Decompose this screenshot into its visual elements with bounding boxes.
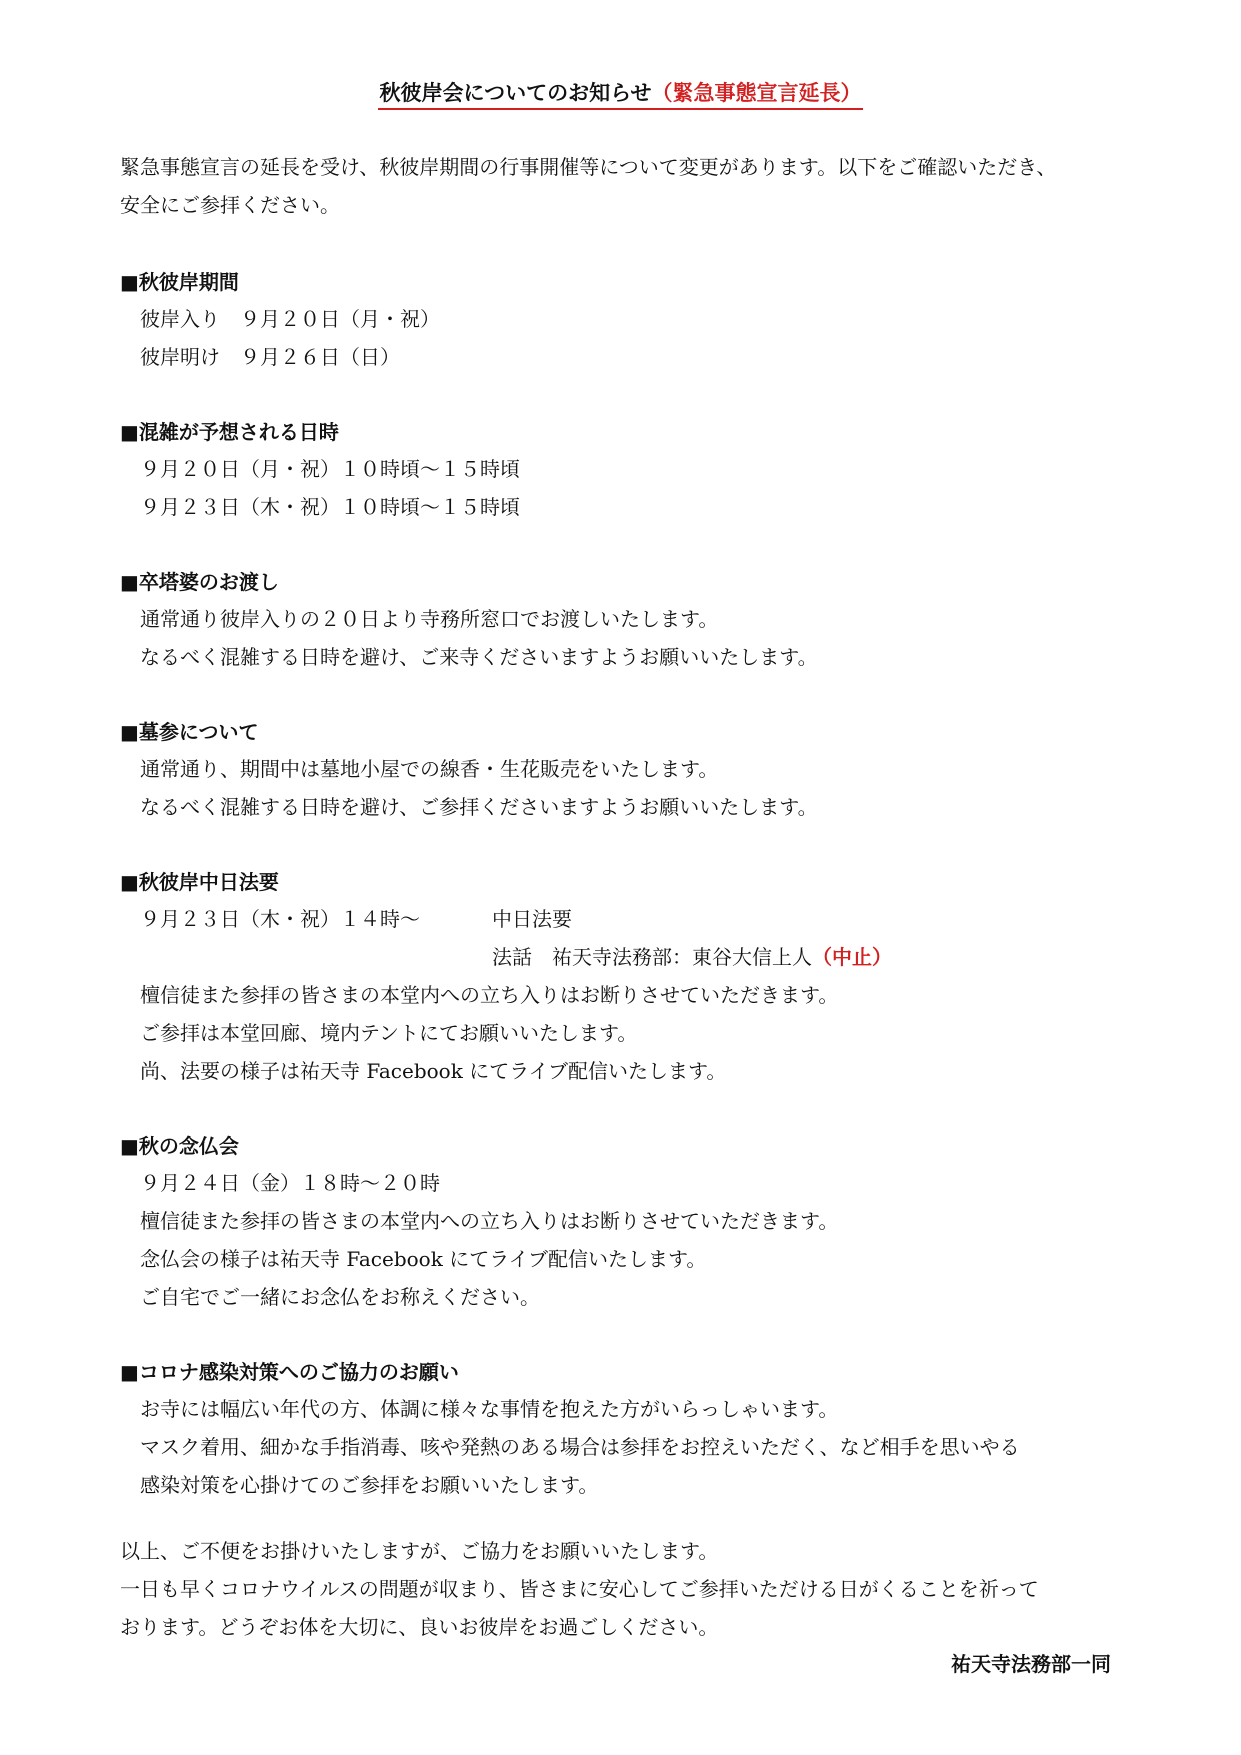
section-heading-corona: ■コロナ感染対策へのご協力のお願い xyxy=(120,1360,459,1384)
intro-line: 緊急事態宣言の延長を受け、秋彼岸期間の行事開催等について変更があります。以下をご確認いただき、 xyxy=(120,155,1057,179)
bosan-line: なるべく混雑する日時を避け、ご参拝くださいますようお願いいたします。 xyxy=(140,795,818,819)
section-heading-bosan: ■墓参について xyxy=(120,720,259,744)
chunichi-line: 尚、法要の様子は祐天寺 Facebook にてライブ配信いたします。 xyxy=(140,1059,727,1083)
closing-line: おります。どうぞお体を大切に、良いお彼岸をお過ごしください。 xyxy=(120,1615,719,1639)
chunichi-sermon xyxy=(492,943,892,971)
section-heading-period: ■秋彼岸期間 xyxy=(120,270,239,294)
section-heading-nenbutsu: ■秋の念仏会 xyxy=(120,1134,239,1158)
sotoba-line: なるべく混雑する日時を避け、ご来寺くださいますようお願いいたします。 xyxy=(140,645,818,669)
page-title xyxy=(0,79,1241,110)
closing-line: 以上、ご不便をお掛けいたしますが、ご協力をお願いいたします。 xyxy=(120,1539,719,1563)
section-heading-sotoba: ■卒塔婆のお渡し xyxy=(120,570,279,594)
section-heading-crowd: ■混雑が予想される日時 xyxy=(120,420,339,444)
corona-line: マスク着用、細かな手指消毒、咳や発熱のある場合は参拝をお控えいただく、など相手を思いやる xyxy=(140,1435,1020,1459)
bosan-line: 通常通り、期間中は墓地小屋での線香・生花販売をいたします。 xyxy=(140,757,719,781)
nenbutsu-line: 念仏会の様子は祐天寺 Facebook にてライブ配信いたします。 xyxy=(140,1247,707,1271)
period-line: 彼岸入り ９月２０日（月・祝） xyxy=(140,307,440,331)
nenbutsu-line: ９月２４日（金）１８時～２０時 xyxy=(140,1171,440,1195)
crowd-line: ９月２０日（月・祝）１０時頃～１５時頃 xyxy=(140,457,520,481)
intro-line: 安全にご参拝ください。 xyxy=(120,193,340,217)
title-underline xyxy=(378,79,864,110)
corona-line: お寺には幅広い年代の方、体調に様々な事情を抱えた方がいらっしゃいます。 xyxy=(140,1397,839,1421)
chunichi-event: 中日法要 xyxy=(492,907,572,931)
title-main: 秋彼岸会についてのお知らせ xyxy=(379,81,652,105)
nenbutsu-line: 檀信徒また参拝の皆さまの本堂内への立ち入りはお断りさせていただきます。 xyxy=(140,1209,839,1233)
nenbutsu-line: ご自宅でご一緒にお念仏をお称えください。 xyxy=(140,1285,540,1309)
sotoba-line: 通常通り彼岸入りの２０日より寺務所窓口でお渡しいたします。 xyxy=(140,607,719,631)
chunichi-line: 檀信徒また参拝の皆さまの本堂内への立ち入りはお断りさせていただきます。 xyxy=(140,983,839,1007)
period-line: 彼岸明け ９月２６日（日） xyxy=(140,345,400,369)
sermon-cancel-note: （中止） xyxy=(812,945,892,969)
sermon-text: 法話 祐天寺法務部：東谷大信上人 xyxy=(492,945,812,969)
corona-line: 感染対策を心掛けてのご参拝をお願いいたします。 xyxy=(140,1473,599,1497)
closing-line: 一日も早くコロナウイルスの問題が収まり、皆さまに安心してご参拝いただける日がくることを祈って xyxy=(120,1577,1039,1601)
crowd-line: ９月２３日（木・祝）１０時頃～１５時頃 xyxy=(140,495,520,519)
signature: 祐天寺法務部一同 xyxy=(951,1652,1111,1676)
section-heading-chunichi: ■秋彼岸中日法要 xyxy=(120,870,279,894)
title-note: （緊急事態宣言延長） xyxy=(651,81,862,105)
chunichi-date: ９月２３日（木・祝）１４時～ xyxy=(140,907,420,931)
chunichi-line: ご参拝は本堂回廊、境内テントにてお願いいたします。 xyxy=(140,1021,638,1045)
